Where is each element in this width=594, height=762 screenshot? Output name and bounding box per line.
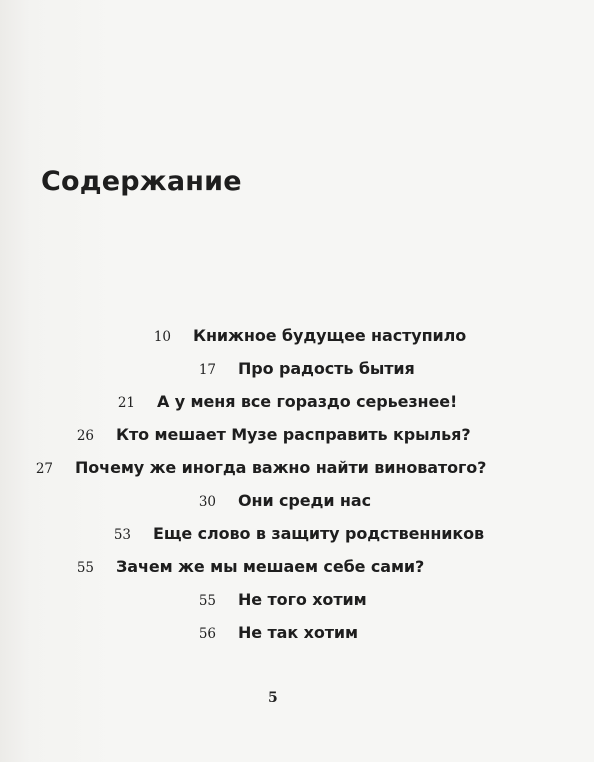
- toc-entry: [198, 489, 371, 513]
- toc-entry-title: Кто мешает Музе расправить крылья?: [116, 425, 471, 444]
- toc-page-number: 26: [76, 428, 94, 444]
- toc-entry: [76, 555, 425, 579]
- toc-entry: [198, 588, 367, 612]
- toc-entry-title: Еще слово в защиту родственников: [153, 524, 485, 543]
- toc-page-number: 27: [35, 461, 53, 477]
- toc-entry: [198, 357, 415, 381]
- toc-page-number: 55: [198, 593, 216, 609]
- toc-page-number: 30: [198, 494, 216, 510]
- toc-entry: [35, 456, 487, 480]
- toc-entry-title: Они среди нас: [238, 491, 371, 510]
- toc-entry-title: Про радость бытия: [238, 359, 415, 378]
- toc-entry-title: А у меня все гораздо серьезнее!: [157, 392, 458, 411]
- toc-entry: [198, 621, 358, 645]
- toc-entry: [153, 324, 467, 348]
- page-number: 5: [268, 690, 278, 706]
- toc-entry-title: Зачем же мы мешаем себе сами?: [116, 557, 425, 576]
- toc-page-number: 17: [198, 362, 216, 378]
- toc-entry: [113, 522, 485, 546]
- toc-page-number: 53: [113, 527, 131, 543]
- toc-page-number: 10: [153, 329, 171, 345]
- page-title: Содержание: [41, 166, 242, 197]
- toc-page-number: 21: [117, 395, 135, 411]
- toc-entry-title: Не того хотим: [238, 590, 367, 609]
- toc-entry-title: Книжное будущее наступило: [193, 326, 467, 345]
- toc-page-number: 56: [198, 626, 216, 642]
- toc-entry: [76, 423, 471, 447]
- toc-entry-title: Почему же иногда важно найти виноватого?: [75, 458, 487, 477]
- toc-entry-title: Не так хотим: [238, 623, 358, 642]
- toc-page-number: 55: [76, 560, 94, 576]
- toc-entry: [117, 390, 458, 414]
